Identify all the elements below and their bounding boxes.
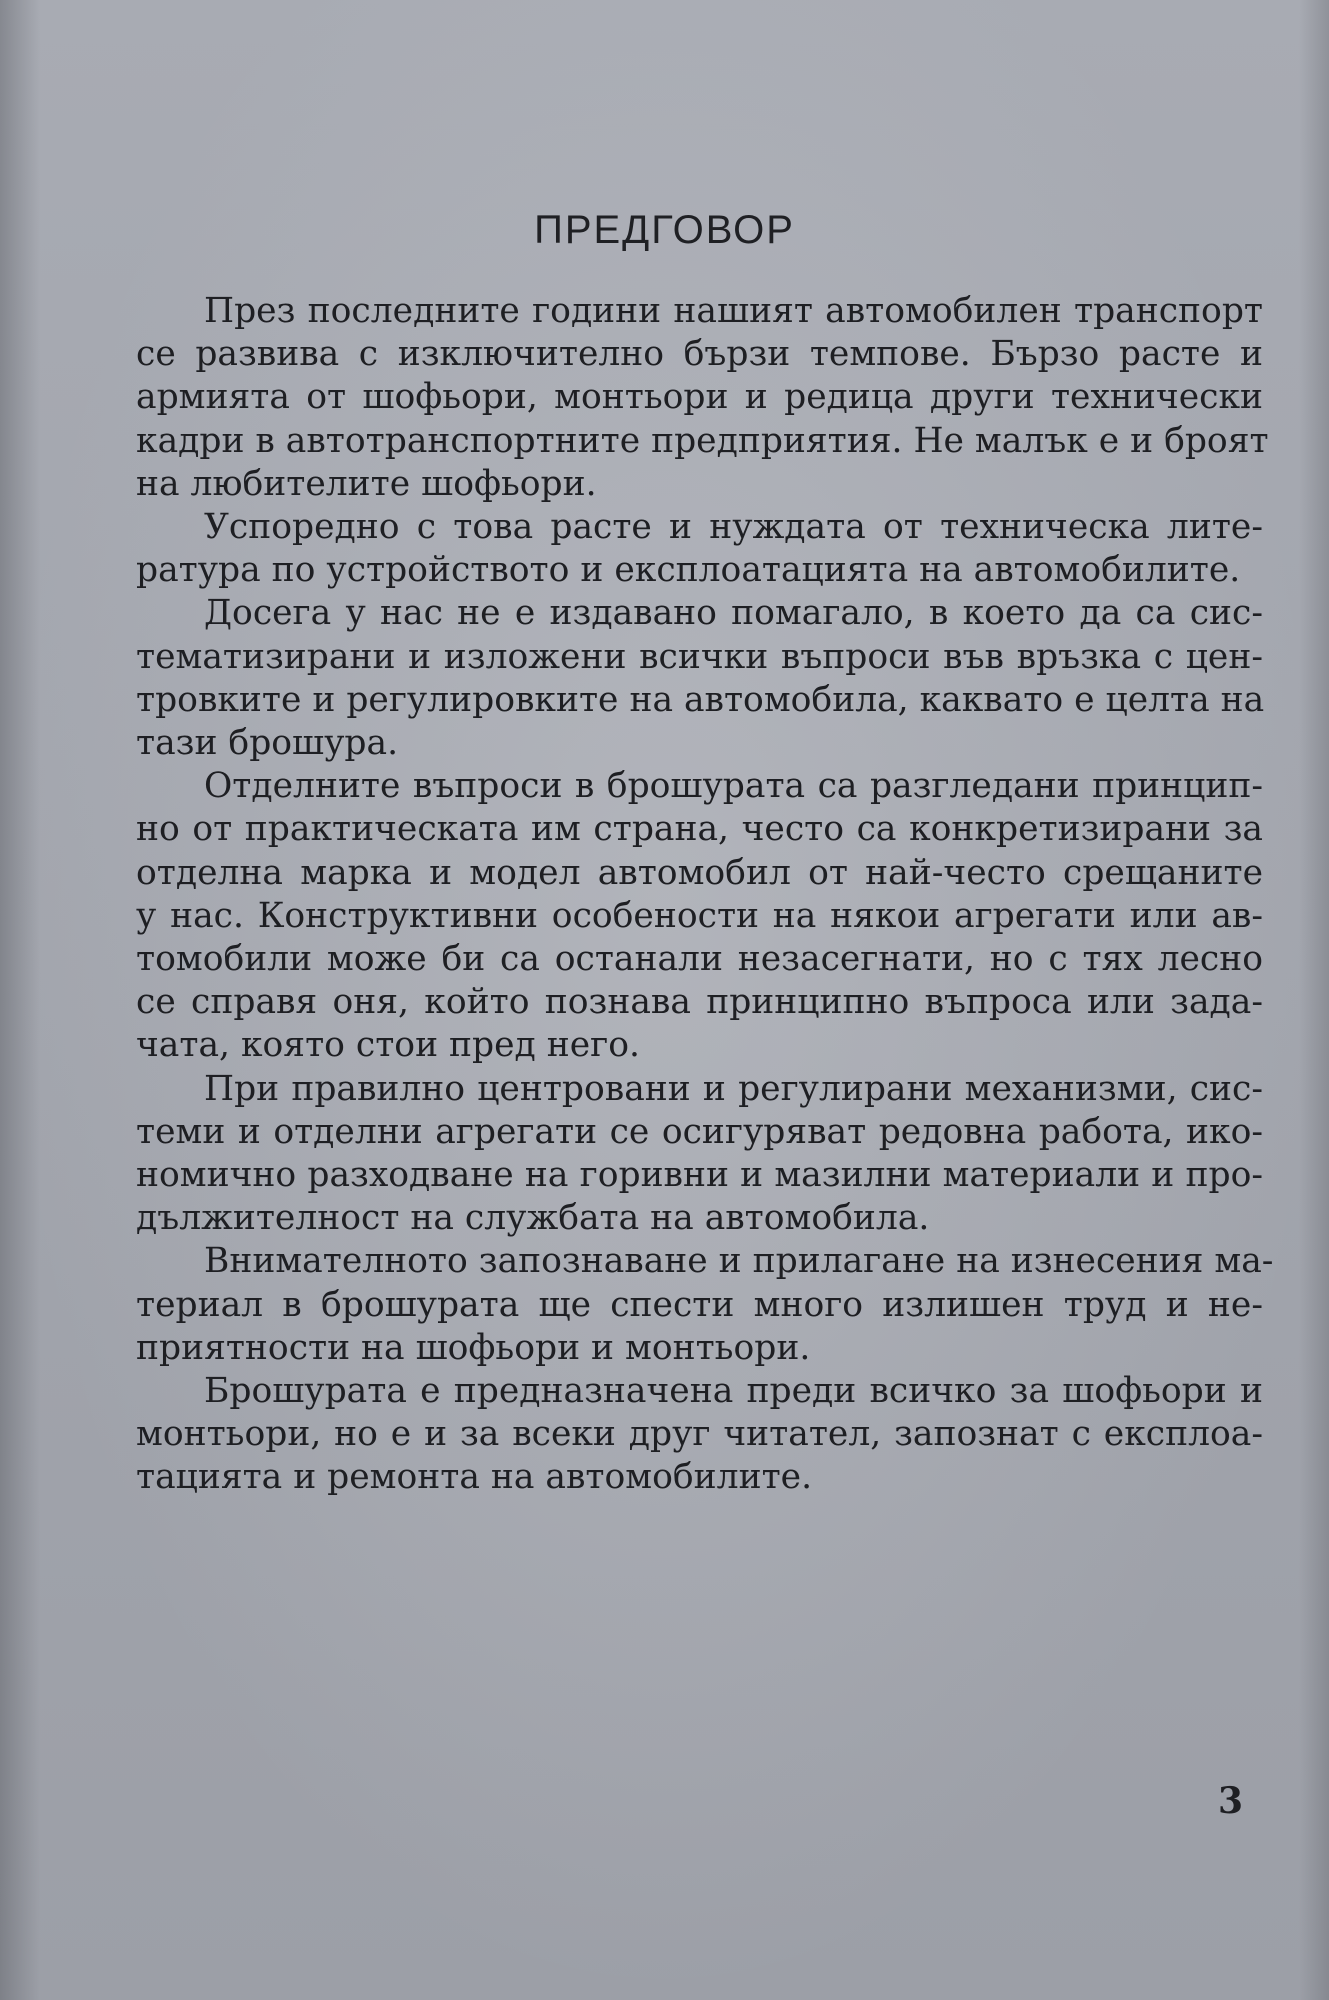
paragraph	[68, 765, 1263, 1067]
text-line: томобили може би са останали незасегнати, но с тях лесно	[136, 939, 1263, 980]
paragraph	[68, 592, 1263, 765]
text-line: теми и отделни агрегати се осигуряват редовна работа, ико-	[136, 1111, 1263, 1152]
text-line: Внимателното запознаване и прилагане на изнесения ма-	[204, 1241, 1274, 1282]
paragraph	[68, 290, 1269, 506]
page-number: 3	[1218, 1780, 1244, 1822]
text-line: Успоредно с това расте и нуждата от техническа лите-	[204, 507, 1263, 548]
text-line: приятности на шофьори и монтьори.	[136, 1327, 811, 1368]
text-line: чата, която стои пред него.	[136, 1025, 640, 1066]
text-line: При правилно центровани и регулирани механизми, сис-	[204, 1068, 1263, 1109]
text-line: тровките и регулировките на автомобила, каквато е целта на	[136, 679, 1265, 720]
text-line: През последните години нашият автомобилен транспорт	[204, 291, 1263, 331]
text-line: тацията и ремонта на автомобилите.	[136, 1457, 813, 1498]
text-line: армията от шофьори, монтьори и редица други технически	[136, 377, 1263, 418]
paragraph	[68, 506, 1263, 592]
text-line: дължителност на службата на автомобила.	[136, 1198, 930, 1239]
text-line: на любителите шофьори.	[136, 463, 597, 504]
text-line: отделна марка и модел автомобил от най-често срещаните	[136, 852, 1263, 893]
text-line: монтьори, но е и за всеки друг читател, запознат с експлоа-	[136, 1414, 1263, 1455]
text-line: се развива с изключително бързи темпове. Бързо расте и	[136, 334, 1263, 375]
text-line: тази брошура.	[136, 723, 399, 764]
paragraph	[68, 1068, 1263, 1241]
text-line: кадри в автотранспортните предприятия. Не малък е и броят	[136, 420, 1269, 461]
text-line: у нас. Конструктивни особености на някои агрегати или ав-	[136, 895, 1263, 936]
text-line: Брошурата е предназначена преди всичко за шофьори и	[204, 1371, 1263, 1412]
page-edge-shadow-right	[1299, 0, 1329, 2000]
body-text	[68, 290, 1274, 1500]
text-line: Досега у нас не е издавано помагало, в което да са сис-	[204, 593, 1263, 634]
text-line: но от практическата им страна, често са конкретизирани за	[136, 809, 1263, 850]
text-line: номично разходване на горивни и мазилни материали и про-	[136, 1155, 1263, 1196]
text-line: Отделните въпроси в брошурата са разгледани принцип-	[204, 766, 1263, 807]
paragraph	[68, 1370, 1263, 1500]
text-line: тематизирани и изложени всички въпроси във връзка с цен-	[136, 636, 1263, 677]
paragraph	[68, 1240, 1274, 1370]
page-title: ПРЕДГОВОР	[534, 208, 795, 252]
text-line: ратура по устройството и експлоатацията на автомобилите.	[136, 550, 1241, 591]
page-edge-shadow-left	[0, 0, 40, 2000]
text-line: териал в брошурата ще спести много излишен труд и не-	[136, 1284, 1263, 1325]
text-line: се справя оня, който познава принципно въпроса или зада-	[136, 982, 1263, 1023]
